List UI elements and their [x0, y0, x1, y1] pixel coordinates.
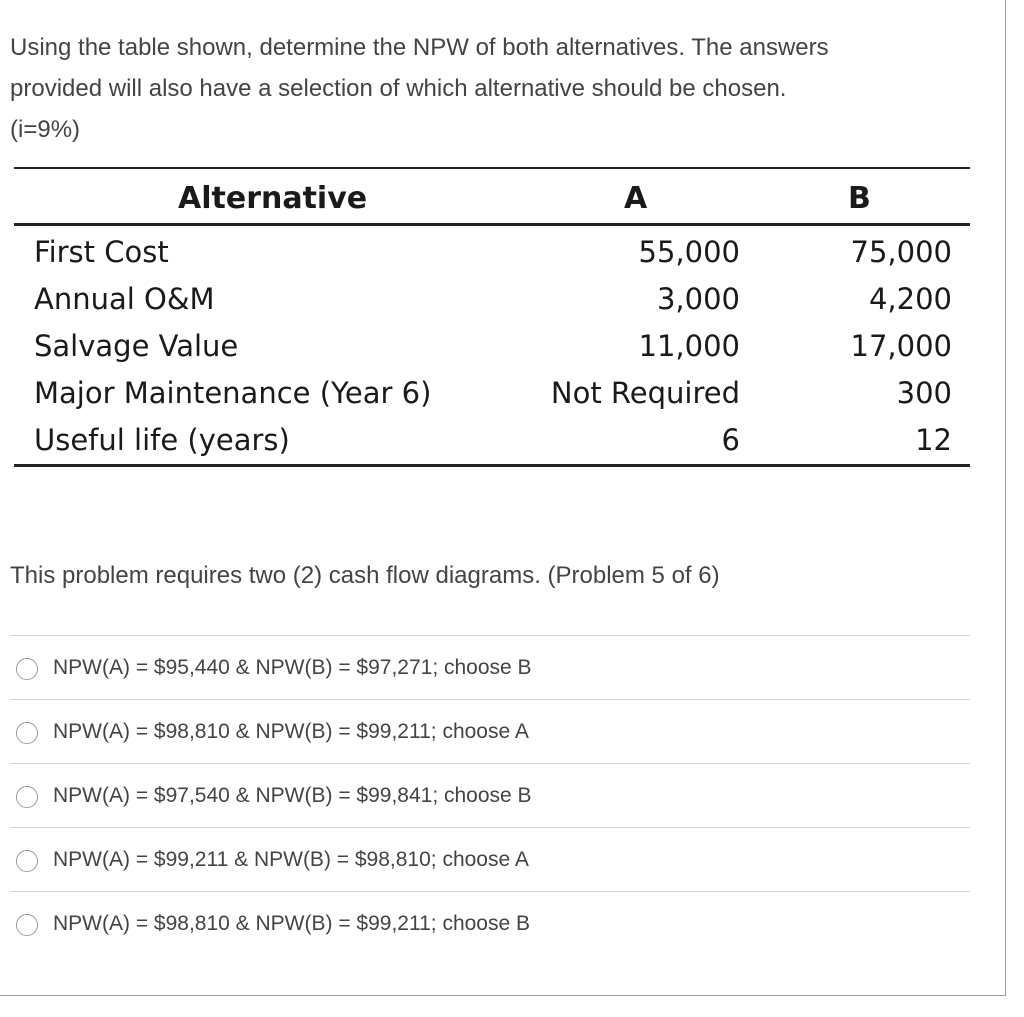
- row-value-a: 6: [721, 423, 740, 457]
- answer-option-4[interactable]: [10, 827, 970, 891]
- table-row: [34, 229, 954, 276]
- radio-button[interactable]: [16, 658, 38, 680]
- radio-button[interactable]: [16, 850, 38, 872]
- answer-option-2[interactable]: [10, 699, 970, 763]
- radio-button[interactable]: [16, 786, 38, 808]
- table-bottom-rule: [14, 464, 970, 467]
- header-b: B: [848, 181, 871, 216]
- row-value-a: Not Required: [550, 376, 740, 410]
- table-row: [34, 276, 954, 323]
- row-label: Major Maintenance (Year 6): [34, 376, 432, 410]
- row-label: First Cost: [34, 235, 169, 269]
- row-label: Useful life (years): [34, 423, 290, 457]
- answer-option-5[interactable]: [10, 891, 970, 955]
- row-value-a: 11,000: [638, 329, 740, 363]
- table-row: [34, 417, 954, 464]
- radio-button[interactable]: [16, 914, 38, 936]
- header-a: A: [624, 181, 648, 216]
- row-value-b: 75,000: [850, 235, 952, 269]
- row-label: Annual O&M: [34, 282, 215, 316]
- answer-option-label[interactable]: NPW(A) = $95,440 & NPW(B) = $97,271; choose B: [53, 656, 532, 679]
- row-label: Salvage Value: [34, 329, 239, 363]
- row-value-b: 12: [915, 423, 952, 457]
- answer-options: [10, 635, 970, 955]
- answer-option-label[interactable]: NPW(A) = $98,810 & NPW(B) = $99,211; choose B: [53, 912, 531, 935]
- row-value-b: 4,200: [868, 282, 952, 316]
- row-value-b: 300: [896, 376, 952, 410]
- answer-option-1[interactable]: [10, 635, 970, 699]
- table-top-rule: [14, 167, 970, 169]
- answer-option-label[interactable]: NPW(A) = $97,540 & NPW(B) = $99,841; choose B: [53, 784, 532, 807]
- alternatives-table: [14, 167, 970, 467]
- problem-note: This problem requires two (2) cash flow diagrams. (Problem 5 of 6): [10, 562, 720, 589]
- header-alternative: Alternative: [178, 181, 368, 216]
- answer-option-3[interactable]: [10, 763, 970, 827]
- radio-button[interactable]: [16, 722, 38, 744]
- table-row: [34, 323, 954, 370]
- question-text: Using the table shown, determine the NPW of both alternatives. The answers provided will also have a selection of which alternative should be chosen. (i=9%): [10, 34, 829, 143]
- answer-option-label[interactable]: NPW(A) = $99,211 & NPW(B) = $98,810; choose A: [53, 848, 529, 871]
- table-header-rule: [14, 223, 970, 226]
- row-value-a: 3,000: [656, 282, 740, 316]
- table-row: [34, 370, 954, 417]
- row-value-b: 17,000: [850, 329, 952, 363]
- row-value-a: 55,000: [638, 235, 740, 269]
- table-body: [34, 229, 954, 464]
- answer-option-label[interactable]: NPW(A) = $98,810 & NPW(B) = $99,211; choose A: [53, 720, 529, 743]
